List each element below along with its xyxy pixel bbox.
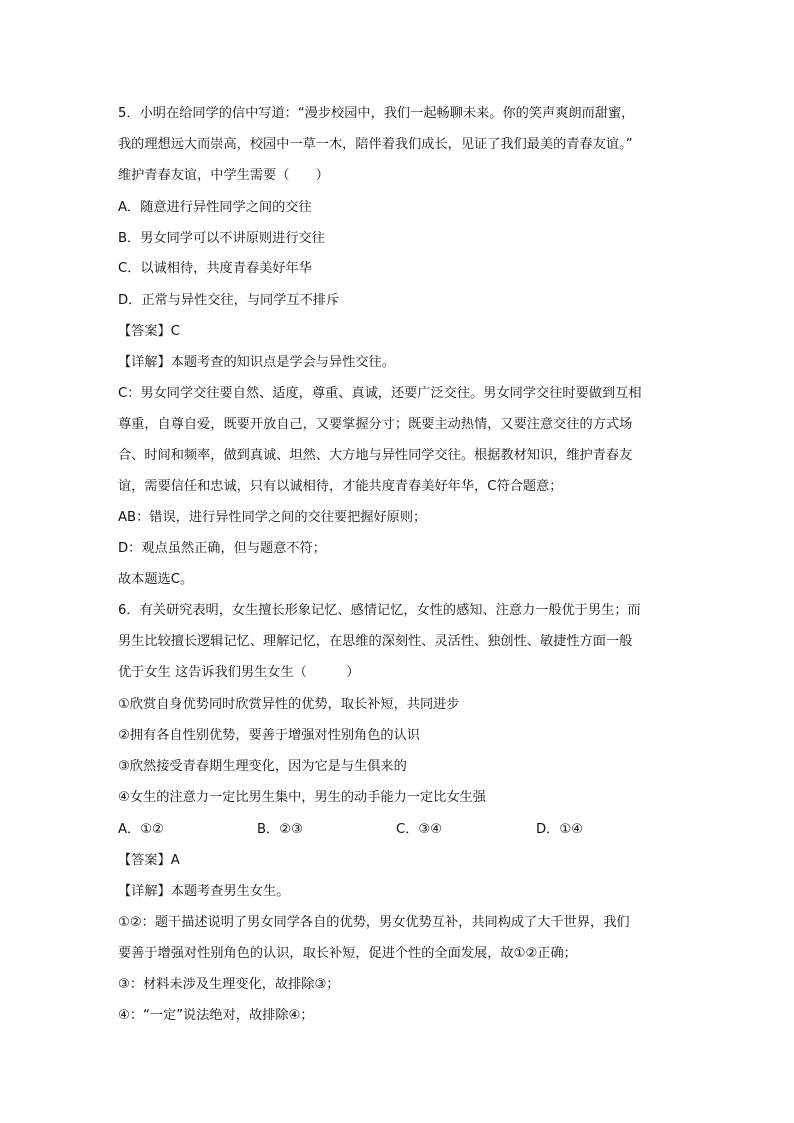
q6-option-b: B．②③ bbox=[257, 822, 303, 837]
q5-option-c: C．以诚相待，共度青春美好年华 bbox=[118, 261, 312, 276]
q5-analysis-line-4: 合、时间和频率，做到真诚、坦然、大方地与异性同学交往。根据教材知识，维护青春友 bbox=[118, 448, 633, 463]
q6-option-a: A．①② bbox=[118, 822, 164, 837]
q5-analysis-line-2: C：男女同学交往要自然、适度，尊重、真诚，还要广泛交往。男女同学交往时要做到互相 bbox=[118, 386, 642, 401]
q5-stem-line-3: 维护青春友谊，中学生需要（ ） bbox=[118, 168, 329, 183]
q5-answer: 【答案】C bbox=[118, 324, 180, 339]
q6-stem-line-3: 优于女生 这告诉我们男生女生（ ） bbox=[118, 665, 360, 680]
q5-analysis-line-6: AB：错误，进行异性同学之间的交往要把握好原则； bbox=[118, 510, 427, 525]
q6-analysis-line-4: ③：材料未涉及生理变化，故排除③； bbox=[118, 977, 340, 992]
q5-analysis-line-7: D：观点虽然正确，但与题意不符； bbox=[118, 541, 326, 556]
q6-answer: 【答案】A bbox=[118, 853, 180, 868]
q6-option-c: C．③④ bbox=[396, 822, 443, 837]
q6-stem-line-1: 6．有关研究表明，女生擅长形象记忆、感情记忆，女性的感知、注意力一般优于男生；而 bbox=[118, 603, 641, 618]
q6-analysis-line-2: ①②：题干描述说明了男女同学各自的优势，男女优势互补，共同构成了大千世界，我们 bbox=[118, 915, 630, 930]
q6-statement-2: ②拥有各自性别优势，要善于增强对性别角色的认识 bbox=[118, 728, 420, 743]
q5-analysis-line-8: 故本题选C。 bbox=[118, 572, 194, 587]
q6-statement-3: ③欣然接受青春期生理变化，因为它是与生俱来的 bbox=[118, 759, 407, 774]
q5-analysis-line-3: 尊重，自尊自爱，既要开放自己，又要掌握分寸；既要主动热情，又要注意交往的方式场 bbox=[118, 417, 633, 432]
q6-analysis-line-1: 【详解】本题考查男生女生。 bbox=[118, 884, 290, 899]
q6-analysis-line-5: ④：“一定”说法绝对，故排除④； bbox=[118, 1008, 314, 1023]
q6-analysis-line-3: 要善于增强对性别角色的认识，取长补短，促进个性的全面发展，故①②正确； bbox=[118, 946, 577, 961]
q5-analysis-line-1: 【详解】本题考查的知识点是学会与异性交往。 bbox=[118, 355, 395, 370]
q5-option-d: D．正常与异性交往，与同学互不排斥 bbox=[118, 293, 340, 308]
q5-analysis-line-5: 谊，需要信任和忠诚，只有以诚相待，才能共度青春美好年华，C符合题意； bbox=[118, 479, 563, 494]
q6-statement-4: ④女生的注意力一定比男生集中，男生的动手能力一定比女生强 bbox=[118, 790, 486, 805]
q5-stem-line-1: 5．小明在给同学的信中写道：“漫步校园中，我们一起畅聊未来。你的笑声爽朗而甜蜜， bbox=[118, 106, 635, 121]
q6-stem-line-2: 男生比较擅长逻辑记忆、理解记忆，在思维的深刻性、灵活性、独创性、敏捷性方面一般 bbox=[118, 634, 633, 649]
q6-option-d: D．①④ bbox=[536, 822, 583, 837]
q5-stem-line-2: 我的理想远大而崇高，校园中一草一木，陪伴着我们成长，见证了我们最美的青春友谊。” bbox=[118, 137, 633, 152]
q6-statement-1: ①欣赏自身优势同时欣赏异性的优势，取长补短，共同进步 bbox=[118, 697, 460, 712]
q5-option-a: A．随意进行异性同学之间的交往 bbox=[118, 200, 312, 215]
q5-option-b: B．男女同学可以不讲原则进行交往 bbox=[118, 231, 325, 246]
